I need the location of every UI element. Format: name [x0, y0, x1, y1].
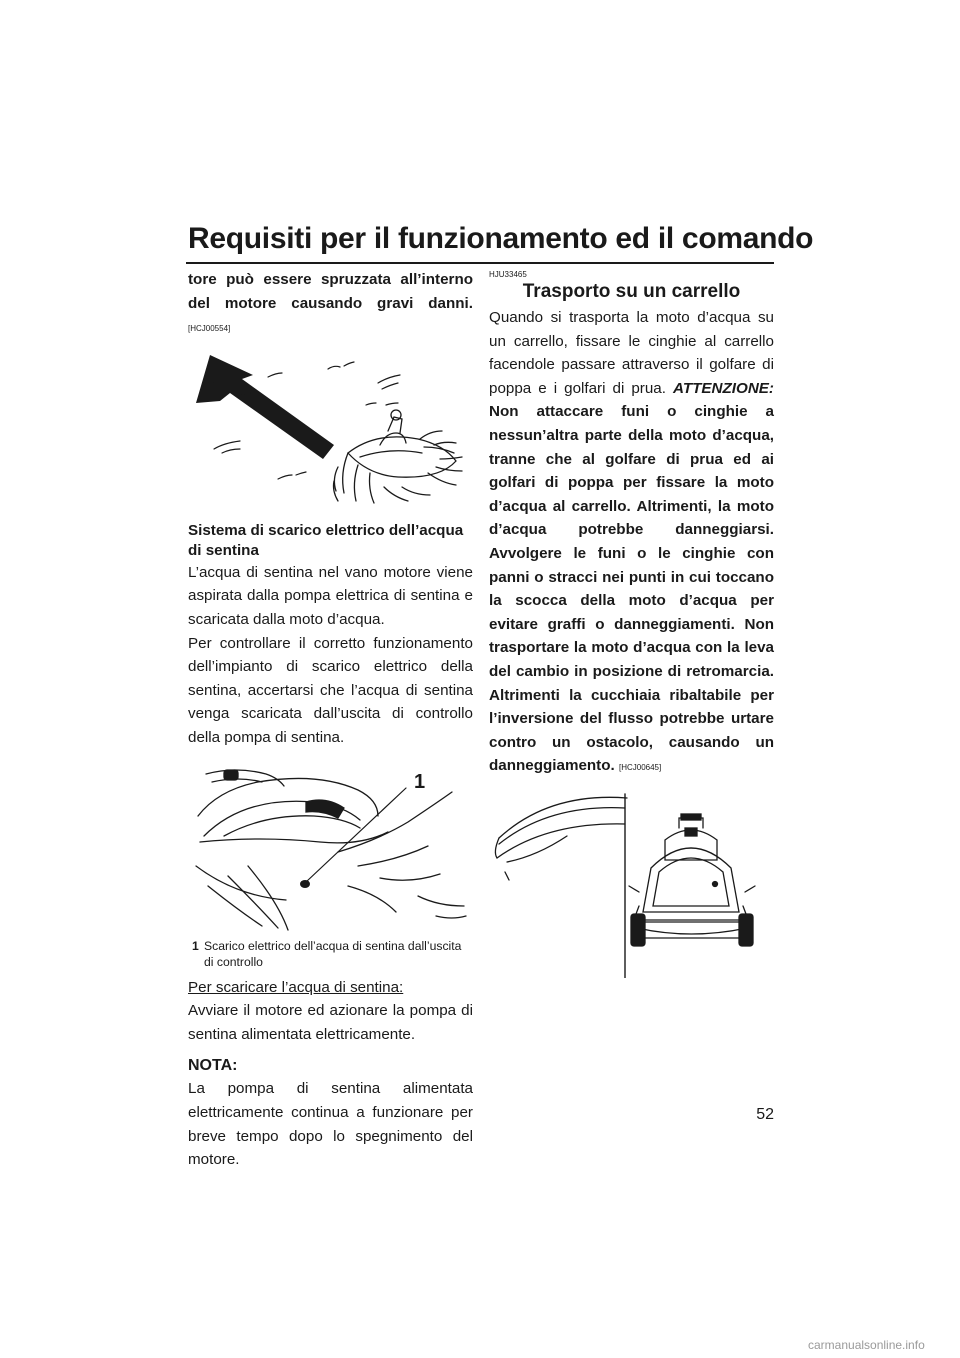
- warning-text: tore può essere spruzzata all’interno del motore causando gravi danni.: [188, 271, 473, 312]
- trailer-illustration: [489, 788, 774, 978]
- section-title-trailer: Trasporto su un carrello: [522, 281, 741, 302]
- bilge-outlet-illustration: [188, 756, 473, 934]
- attention-label: ATTENZIONE:: [673, 379, 774, 397]
- note-text: La pompa di sentina alimentata elettricamente continua a funzionare per breve tempo dopo lo spegnimento del motore.: [188, 1080, 473, 1169]
- caption-text: Scarico elettrico dell’acqua di sentina dall’uscita di controllo: [204, 938, 462, 969]
- figure-callout-1: 1: [414, 770, 426, 793]
- paragraph-bilge-1: L’acqua di sentina nel vano motore viene aspirata dalla pompa elettrica di sentina e scaricata dalla moto d’acqua.: [188, 563, 473, 628]
- page-number: 52: [756, 1106, 774, 1123]
- subheading-drain: Per scaricare l’acqua di sentina:: [188, 978, 404, 996]
- direction-arrow-icon: [196, 355, 334, 459]
- figure-caption: [192, 938, 473, 970]
- left-column: [188, 268, 473, 1172]
- section-code: HJU33465: [489, 270, 527, 279]
- paragraph-bilge-2: Per controllare il corretto funzionamento dell’impianto di scarico elettrico della sentina, accertarsi che l’acqua di sentina venga scaricata dall’uscita di controllo della pompa di sentina.: [188, 634, 473, 746]
- note-label: NOTA:: [188, 1057, 238, 1075]
- attention-code: [HCJ00645]: [618, 763, 662, 773]
- page-title: Requisiti per il funzionamento ed il comando: [188, 222, 814, 255]
- section-heading-bilge: Sistema di scarico elettrico dell’acqua di sentina: [188, 521, 464, 559]
- warning-code: [HCJ00554]: [188, 324, 231, 334]
- warning-continuation: [188, 268, 473, 341]
- right-column: [489, 268, 774, 978]
- trailer-text: Quando si trasporta la moto d’acqua su un carrello, fissare le cinghie al carrello facendole passare attraverso il golfare di poppa e i golfari di prua.: [489, 309, 774, 397]
- watermark-text: carmanualsonline.info: [808, 1338, 925, 1352]
- paragraph-trailer: [489, 306, 774, 780]
- caption-number: 1: [192, 938, 199, 953]
- paragraph-drain: Avviare il motore ed azionare la pompa di sentina alimentata elettricamente.: [188, 1002, 473, 1043]
- attention-text: Non attaccare funi o cinghie a nessun’altra parte della moto d’acqua, tranne che al golfare di prua ed ai golfari di poppa per fissare la moto d’acqua al carrello. Altrimenti, la moto d’acqua potrebbe danneggiarsi. Avvolgere le funi o le cinghie con panni o stracci nei punti in cui toccano la scocca della moto d’acqua per evitare graffi o danneggiamenti. Non trasportare la moto d’acqua con la leva del cambio in posizione di retromarcia. Altrimenti la cucchiaia ribaltabile per l’inversione del flusso potrebbe urtare contro un ostacolo, causando un danneggiamento.: [489, 403, 774, 775]
- jetski-spray-illustration: [188, 341, 473, 517]
- header-rule: [186, 262, 774, 264]
